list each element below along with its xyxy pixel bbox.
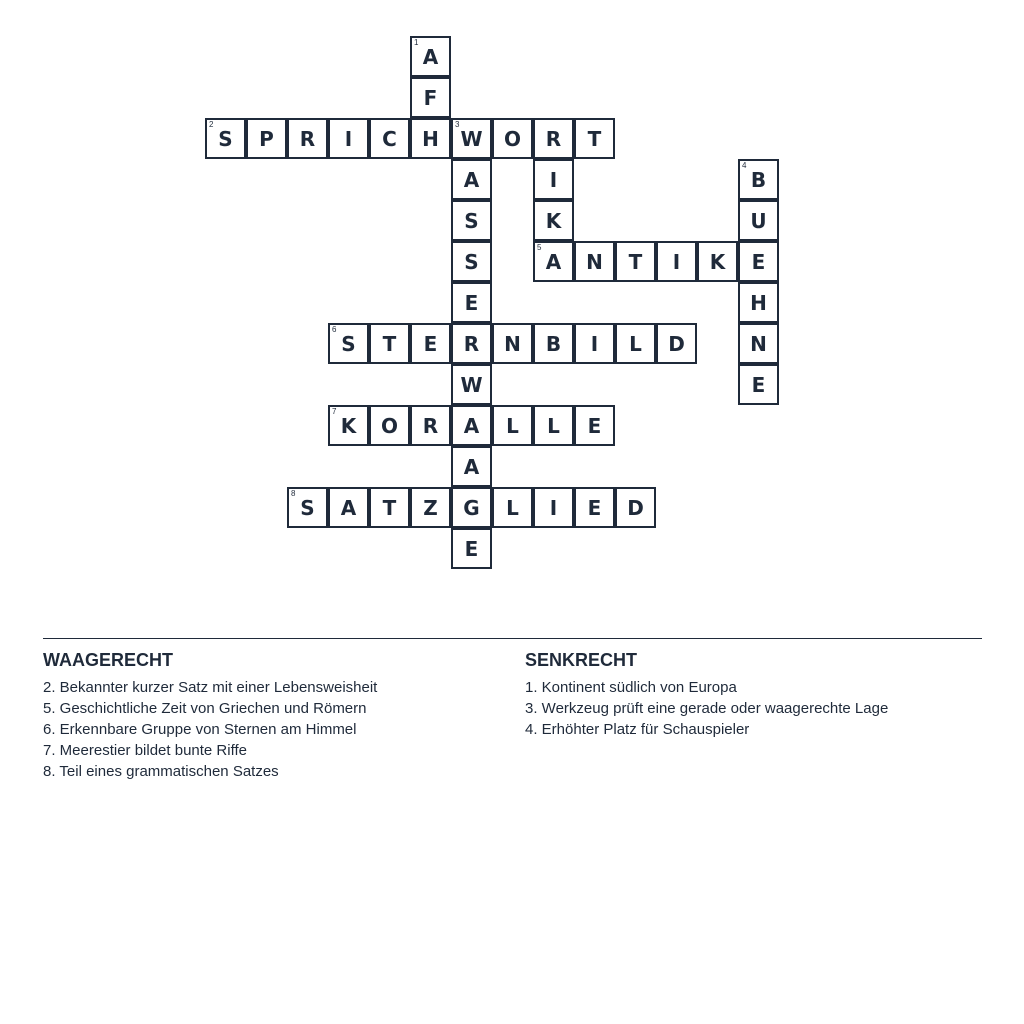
grid-cell[interactable] [451, 446, 492, 487]
grid-cell[interactable] [574, 405, 615, 446]
grid-cell[interactable] [451, 241, 492, 282]
cell-letter: E [464, 290, 479, 315]
cell-letter: S [464, 208, 479, 233]
cell-letter: A [463, 413, 480, 438]
cell-letter: E [423, 331, 438, 356]
cell-letter: R [422, 413, 439, 438]
cell-letter: N [504, 331, 521, 356]
grid-cell[interactable] [574, 241, 615, 282]
grid-cell[interactable] [451, 323, 492, 364]
grid-cell[interactable] [615, 323, 656, 364]
cell-letter: I [549, 495, 558, 520]
cell-letter: L [506, 413, 519, 438]
cell-letter: H [422, 126, 439, 151]
grid-cell[interactable] [328, 405, 369, 446]
grid-cell[interactable] [574, 118, 615, 159]
grid-cell[interactable] [492, 323, 533, 364]
cell-letter: E [587, 495, 602, 520]
cell-letter: G [463, 495, 480, 520]
clue-number: 6 [332, 325, 337, 334]
grid-cell[interactable] [410, 77, 451, 118]
grid-cell[interactable] [738, 323, 779, 364]
clue-number: 3 [455, 120, 460, 129]
cell-letter: A [422, 44, 439, 69]
clue-across-5: 5. Geschichtliche Zeit von Griechen und Römern [43, 700, 367, 717]
grid-cell[interactable] [533, 323, 574, 364]
cell-letter: N [750, 331, 767, 356]
grid-cell[interactable] [328, 118, 369, 159]
cell-letter: D [668, 331, 685, 356]
grid-cell[interactable] [533, 200, 574, 241]
cell-letter: R [463, 331, 480, 356]
cell-letter: N [586, 249, 603, 274]
grid-cell[interactable] [533, 241, 574, 282]
cell-letter: O [503, 126, 521, 151]
cell-letter: A [463, 454, 480, 479]
grid-cell[interactable] [533, 159, 574, 200]
cell-letter: S [464, 249, 479, 274]
cell-letter: E [464, 536, 479, 561]
grid-cell[interactable] [615, 487, 656, 528]
grid-cell[interactable] [451, 159, 492, 200]
cell-letter: R [299, 126, 316, 151]
down-heading: SENKRECHT [525, 650, 638, 670]
grid-cell[interactable] [451, 528, 492, 569]
cell-letter: W [460, 126, 483, 151]
grid-cell[interactable] [574, 323, 615, 364]
cell-letter: P [259, 126, 274, 151]
cell-letter: D [627, 495, 644, 520]
grid-cell[interactable] [738, 241, 779, 282]
cell-letter: K [709, 249, 726, 274]
cell-letter: A [545, 249, 562, 274]
clue-number: 5 [537, 243, 542, 252]
grid-cell[interactable] [738, 159, 779, 200]
grid-cell[interactable] [369, 323, 410, 364]
cell-letter: T [382, 331, 397, 356]
cell-letter: I [590, 331, 599, 356]
grid-cell[interactable] [246, 118, 287, 159]
clue-down-4: 4. Erhöhter Platz für Schauspieler [525, 721, 750, 738]
grid-cell[interactable] [369, 118, 410, 159]
cell-letter: Z [423, 495, 438, 520]
across-clue-list [43, 677, 503, 782]
grid-cell[interactable] [738, 364, 779, 405]
clue-number: 2 [209, 120, 214, 129]
cell-letter: L [629, 331, 642, 356]
cell-letter: T [628, 249, 643, 274]
grid-cell[interactable] [410, 36, 451, 77]
clue-number: 4 [742, 161, 747, 170]
cell-letter: F [423, 85, 438, 110]
cell-letter: L [506, 495, 519, 520]
grid-cell[interactable] [656, 241, 697, 282]
across-heading: WAAGERECHT [43, 650, 173, 670]
cell-letter: S [300, 495, 315, 520]
cell-letter: R [545, 126, 562, 151]
down-clue-list [525, 677, 985, 740]
clue-down-3: 3. Werkzeug prüft eine gerade oder waagerechte Lage [525, 700, 889, 717]
cell-letter: H [750, 290, 767, 315]
grid-cell[interactable] [574, 487, 615, 528]
cell-letter: U [750, 208, 767, 233]
down-clues [525, 650, 985, 740]
grid-cell[interactable] [287, 487, 328, 528]
grid-cell[interactable] [451, 200, 492, 241]
clue-across-7: 7. Meerestier bildet bunte Riffe [43, 742, 248, 759]
clue-number: 1 [414, 38, 419, 47]
clue-down-1: 1. Kontinent südlich von Europa [525, 679, 737, 696]
grid-cell[interactable] [697, 241, 738, 282]
cell-letter: L [547, 413, 560, 438]
cell-letter: I [344, 126, 353, 151]
grid-cell[interactable] [492, 405, 533, 446]
grid-cell[interactable] [328, 487, 369, 528]
cell-letter: A [463, 167, 480, 192]
cell-letter: T [382, 495, 397, 520]
clue-number: 7 [332, 407, 337, 416]
grid-cell[interactable] [451, 118, 492, 159]
grid-cell[interactable] [656, 323, 697, 364]
grid-cell[interactable] [410, 323, 451, 364]
cell-letter: T [587, 126, 602, 151]
grid-cell[interactable] [451, 364, 492, 405]
cell-letter: E [751, 249, 766, 274]
grid-cell[interactable] [451, 282, 492, 323]
grid-cell[interactable] [738, 200, 779, 241]
grid-cell[interactable] [205, 118, 246, 159]
cell-letter: B [545, 331, 562, 356]
cell-letter: C [382, 126, 397, 151]
cell-letter: O [380, 413, 398, 438]
grid-cell[interactable] [287, 118, 328, 159]
clue-across-2: 2. Bekannter kurzer Satz mit einer Lebensweisheit [43, 679, 378, 696]
cell-letter: S [341, 331, 356, 356]
grid-cell[interactable] [328, 323, 369, 364]
across-clues [43, 650, 503, 782]
grid-cell[interactable] [451, 487, 492, 528]
grid-cell[interactable] [492, 118, 533, 159]
grid-cell[interactable] [533, 118, 574, 159]
cell-letter: E [751, 372, 766, 397]
grid-cell[interactable] [410, 118, 451, 159]
clue-number: 8 [291, 489, 296, 498]
grid-cell[interactable] [369, 487, 410, 528]
cell-letter: W [460, 372, 483, 397]
cell-letter: E [587, 413, 602, 438]
cell-letter: S [218, 126, 233, 151]
cell-letter: B [750, 167, 767, 192]
cell-letter: A [340, 495, 357, 520]
cell-letter: I [549, 167, 558, 192]
grid-cell[interactable] [615, 241, 656, 282]
grid-cell[interactable] [410, 487, 451, 528]
cell-letter: K [340, 413, 357, 438]
clue-across-6: 6. Erkennbare Gruppe von Sternen am Himmel [43, 721, 357, 738]
grid-cell[interactable] [738, 282, 779, 323]
grid-cell[interactable] [492, 487, 533, 528]
clue-across-8: 8. Teil eines grammatischen Satzes [43, 763, 279, 780]
grid-cell[interactable] [410, 405, 451, 446]
cell-letter: I [672, 249, 681, 274]
grid-cell[interactable] [533, 405, 574, 446]
divider [43, 638, 982, 639]
grid-cell[interactable] [369, 405, 410, 446]
cell-letter: K [545, 208, 562, 233]
grid-cell[interactable] [533, 487, 574, 528]
grid-cell[interactable] [451, 405, 492, 446]
